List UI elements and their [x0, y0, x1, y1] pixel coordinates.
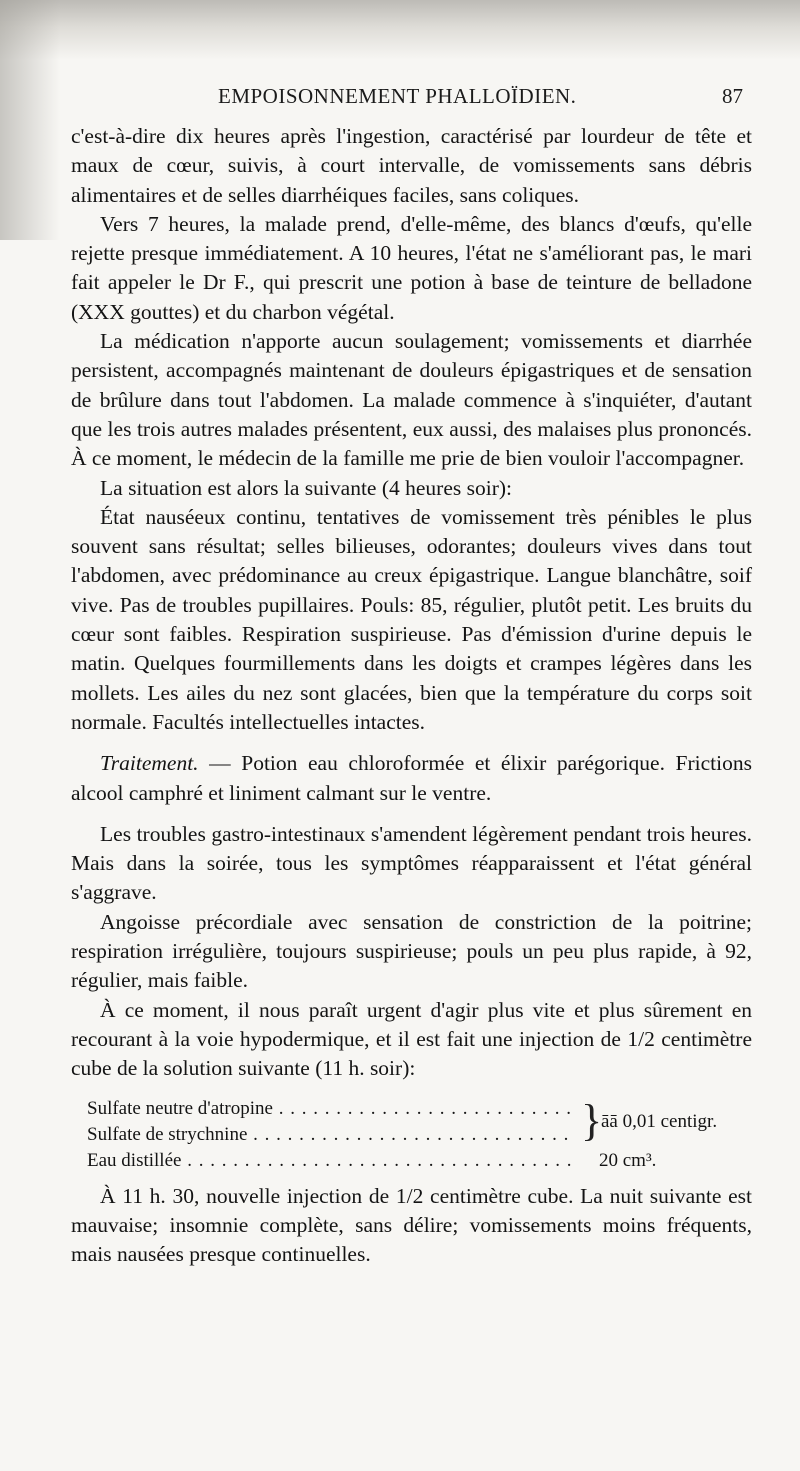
page-header	[0, 82, 800, 112]
running-title: EMPOISONNEMENT PHALLOÏDIEN.	[218, 84, 577, 108]
prescription-item-name: Eau distillée . . .	[87, 1148, 575, 1174]
treatment-paragraph	[71, 749, 752, 808]
paragraph: Les troubles gastro-intestinaux s'amendent légèrement pendant trois heures. Mais dans la soirée, tous les symptômes réapparaissent et l'état général s'aggrave.	[71, 821, 752, 905]
paragraph: Angoisse précordiale avec sensation de constriction de la poitrine; respiration irrégulière, toujours suspirieuse; pouls un peu plus rapide, à 92, régulier, mais faible.	[71, 909, 752, 993]
prescription-water-quantity: 20 cm³.	[599, 1149, 657, 1171]
paragraph: À ce moment, il nous paraît urgent d'agir plus vite et plus sûrement en recourant à la voie hypodermique, et il est fait une injection de 1/2 centimètre cube de la solution suivante (11 h. soir):	[71, 997, 752, 1081]
prescription-item	[87, 1148, 747, 1174]
treatment-label: Traitement.	[100, 751, 199, 776]
prescription-shared-dose: āā 0,01 centigr.	[601, 1110, 718, 1132]
paragraph: État nauséeux continu, tentatives de vomissement très pénibles le plus souvent sans résultat; selles bilieuses, odorantes; douleurs vives dans tout l'abdomen, avec prédominance au creux épigastrique. Langue blanchâtre, soif vive. Pas de troubles pupillaires. Pouls: 85, régulier, plutôt petit. Les bruits du cœur sont faibles. Respiration suspirieuse. Pas d'émission d'urine depuis le matin. Quelques fourmillements dans les doigts et crampes légères dans les mollets. Les ailes du nez sont glacées, bien que la température du corps soit normale. Facultés intellectuelles intactes.	[71, 504, 752, 734]
paragraph: À 11 h. 30, nouvelle injection de 1/2 centimètre cube. La nuit suivante est mauvaise; insomnie complète, sans délire; vomissements moins fréquents, mais nausées presque continuelles.	[71, 1183, 752, 1267]
body-text	[71, 122, 752, 1269]
scan-corner-shadow	[0, 0, 60, 240]
paragraph: c'est-à-dire dix heures après l'ingestion, caractérisé par lourdeur de tête et maux de cœur, suivis, à court intervalle, de vomissements sans débris alimentaires et de selles diarrhéiques faciles, sans coliques.	[71, 124, 752, 207]
paragraph: La médication n'apporte aucun soulagement; vomissements et diarrhée persistent, accompagnés maintenant de douleurs épigastriques et de sensation de brûlure dans tout l'abdomen. La malade commence à s'inquiéter, d'autant que les trois autres malades présentent, eux aussi, des malaises plus prononcés. À ce moment, le médecin de la famille me prie de bien vouloir l'accompagner.	[71, 329, 752, 471]
page-number: 87	[722, 84, 743, 108]
prescription-item-name: Sulfate de strychnine . . .	[87, 1122, 575, 1148]
prescription-item-name: Sulfate neutre d'atropine . . .	[87, 1096, 575, 1122]
prescription	[87, 1096, 747, 1174]
scan-edge-shadow	[0, 0, 800, 60]
treatment-text: — Potion eau chloroformée et élixir parégorique. Frictions alcool camphré et liniment calmant sur le ventre.	[71, 751, 752, 805]
paragraph: La situation est alors la suivante (4 heures soir):	[100, 475, 512, 500]
paragraph: Vers 7 heures, la malade prend, d'elle-même, des blancs d'œufs, qu'elle rejette presque immédiatement. A 10 heures, l'état ne s'améliorant pas, le mari fait appeler le Dr F., qui prescrit une potion à base de teinture de belladone (XXX gouttes) et du charbon végétal.	[71, 211, 752, 324]
prescription-brace: }	[581, 1095, 603, 1145]
